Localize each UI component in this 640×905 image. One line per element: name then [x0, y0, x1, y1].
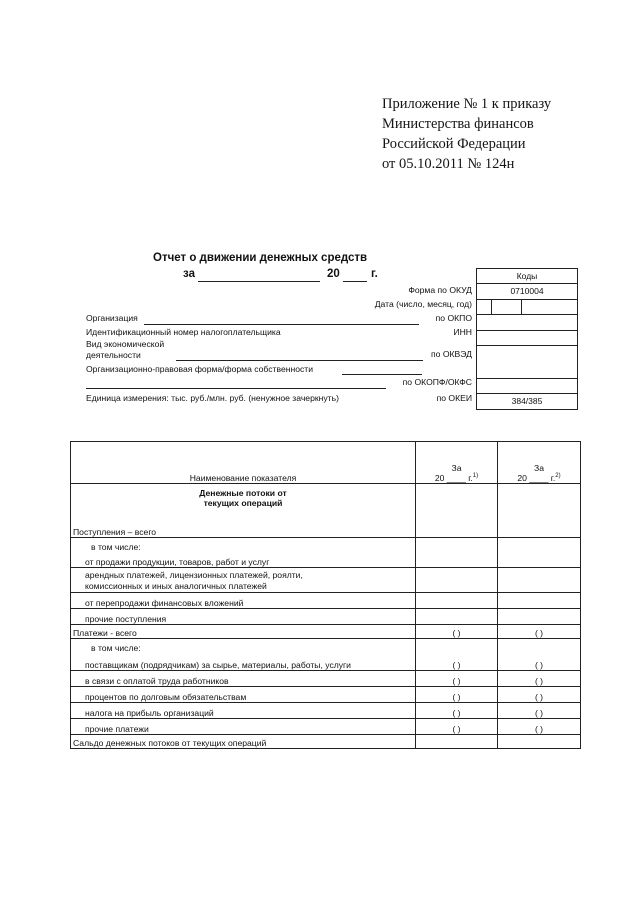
cell[interactable]	[498, 538, 581, 552]
col1-year: 20 ____ г.	[434, 473, 473, 483]
cell-paren[interactable]: ( )	[498, 625, 581, 639]
appendix-line-1: Приложение № 1 к приказу	[382, 96, 552, 112]
cell[interactable]	[498, 484, 581, 524]
legal-form-label: Организационно-правовая форма/форма собственности	[86, 364, 314, 374]
activity-field[interactable]	[176, 360, 423, 361]
table-row	[71, 552, 581, 568]
cell[interactable]	[498, 639, 581, 653]
cash-flow-table	[70, 441, 581, 749]
codes-box	[476, 268, 578, 410]
table-row	[71, 609, 581, 625]
section-line-2: текущих операций	[203, 498, 283, 508]
appendix-note	[382, 94, 551, 174]
cell-paren[interactable]: ( )	[498, 687, 581, 703]
inn-code-field[interactable]	[477, 330, 577, 345]
okei-label: по ОКЕИ	[436, 393, 472, 403]
okved-code-field[interactable]	[477, 345, 577, 378]
appendix-line-2: Министерства финансов	[382, 116, 534, 132]
col-period-2-header	[498, 442, 581, 484]
row-label: в том числе:	[71, 639, 416, 653]
cell[interactable]	[416, 609, 498, 625]
cell[interactable]	[416, 639, 498, 653]
row-label: Поступления – всего	[71, 524, 416, 538]
row-label: Сальдо денежных потоков от текущих операций	[71, 735, 416, 749]
row-label: поставщикам (подрядчикам) за сырье, материалы, работы, услуги	[71, 653, 416, 671]
cell-paren[interactable]: ( )	[416, 687, 498, 703]
table-row	[71, 719, 581, 735]
table-row	[71, 625, 581, 639]
row-label: в связи с оплатой труда работников	[71, 671, 416, 687]
cell-paren[interactable]: ( )	[498, 703, 581, 719]
cell[interactable]	[416, 593, 498, 609]
organization-field[interactable]	[144, 324, 419, 325]
legal-form-field-2[interactable]	[86, 388, 386, 389]
col2-top: За	[534, 463, 544, 473]
cell[interactable]	[498, 568, 581, 593]
appendix-line-4: от 05.10.2011 № 124н	[382, 156, 515, 172]
inn-label: ИНН	[453, 327, 472, 337]
cell-paren[interactable]: ( )	[416, 653, 498, 671]
year-prefix: 20	[327, 268, 340, 280]
cell[interactable]	[498, 524, 581, 538]
cell[interactable]	[498, 593, 581, 609]
okopf-code-field[interactable]	[477, 378, 577, 393]
okved-label: по ОКВЭД	[431, 349, 472, 359]
section-heading	[71, 484, 416, 524]
organization-label: Организация	[86, 313, 138, 323]
table-row	[71, 568, 581, 593]
table-row	[71, 484, 581, 524]
unit-label: Единица измерения: тыс. руб./млн. руб. (ненужное зачеркнуть)	[86, 393, 339, 403]
cell[interactable]	[416, 735, 498, 749]
section-line-1: Денежные потоки от	[199, 488, 287, 498]
row-label: процентов по долговым обязательствам	[71, 687, 416, 703]
cell[interactable]	[416, 538, 498, 552]
table-row	[71, 593, 581, 609]
codes-header: Коды	[516, 271, 538, 281]
legal-form-field-1[interactable]	[342, 374, 422, 375]
date-label: Дата (число, месяц, год)	[374, 299, 472, 309]
cell[interactable]	[416, 552, 498, 568]
table-row	[71, 524, 581, 538]
row-label-line-1: арендных платежей, лицензионных платежей, роялти,	[85, 570, 303, 580]
okud-code: 0710004	[477, 283, 577, 298]
col2-bottom	[500, 473, 578, 483]
cell[interactable]	[416, 484, 498, 524]
report-title: Отчет о движении денежных средств	[153, 252, 368, 264]
period-blank[interactable]	[198, 281, 320, 282]
row-label	[71, 568, 416, 593]
table-row	[71, 687, 581, 703]
activity-label-2: деятельности	[86, 350, 141, 360]
cell-paren[interactable]: ( )	[416, 671, 498, 687]
date-code-field[interactable]	[477, 299, 577, 314]
row-label: в том числе:	[71, 538, 416, 552]
col2-note: 2)	[555, 473, 561, 480]
table-header-row	[71, 442, 581, 484]
inn-full-label: Идентификационный номер налогоплательщика	[86, 327, 281, 337]
row-label: от продажи продукции, товаров, работ и услуг	[71, 552, 416, 568]
col-name-header: Наименование показателя	[71, 442, 416, 484]
table-row	[71, 735, 581, 749]
row-label: прочие поступления	[71, 609, 416, 625]
table-row	[71, 538, 581, 552]
table-row	[71, 639, 581, 653]
cell-paren[interactable]: ( )	[498, 653, 581, 671]
okei-code: 384/385	[477, 393, 577, 408]
cell-paren[interactable]: ( )	[416, 703, 498, 719]
row-label: прочие платежи	[71, 719, 416, 735]
row-label: налога на прибыль организаций	[71, 703, 416, 719]
table-row	[71, 703, 581, 719]
activity-label-1: Вид экономической	[86, 339, 165, 349]
row-label: Платежи - всего	[71, 625, 416, 639]
cell[interactable]	[416, 524, 498, 538]
okopf-label: по ОКОПФ/ОКФС	[402, 377, 472, 387]
cell[interactable]	[498, 609, 581, 625]
okpo-label: по ОКПО	[435, 313, 472, 323]
cell[interactable]	[498, 552, 581, 568]
col1-top: За	[451, 463, 462, 473]
col1-bottom	[418, 473, 495, 483]
year-blank[interactable]	[343, 281, 367, 282]
okpo-code-field[interactable]	[477, 314, 577, 329]
col2-year: 20 ____ г.	[517, 473, 556, 483]
table-row	[71, 653, 581, 671]
cell[interactable]	[416, 568, 498, 593]
appendix-line-3: Российской Федерации	[382, 136, 526, 152]
table-row	[71, 671, 581, 687]
cell-paren[interactable]: ( )	[416, 719, 498, 735]
year-suffix: г.	[371, 268, 378, 280]
cell-paren[interactable]: ( )	[416, 625, 498, 639]
row-label-line-2: комиссионных и иных аналогичных платежей	[85, 581, 267, 591]
cell-paren[interactable]: ( )	[498, 671, 581, 687]
period-prefix: за	[183, 268, 195, 280]
cell[interactable]	[498, 735, 581, 749]
cell-paren[interactable]: ( )	[498, 719, 581, 735]
row-label: от перепродажи финансовых вложений	[71, 593, 416, 609]
col1-note: 1)	[472, 473, 479, 480]
col-period-1-header	[416, 442, 498, 484]
form-okud-label: Форма по ОКУД	[408, 285, 472, 295]
